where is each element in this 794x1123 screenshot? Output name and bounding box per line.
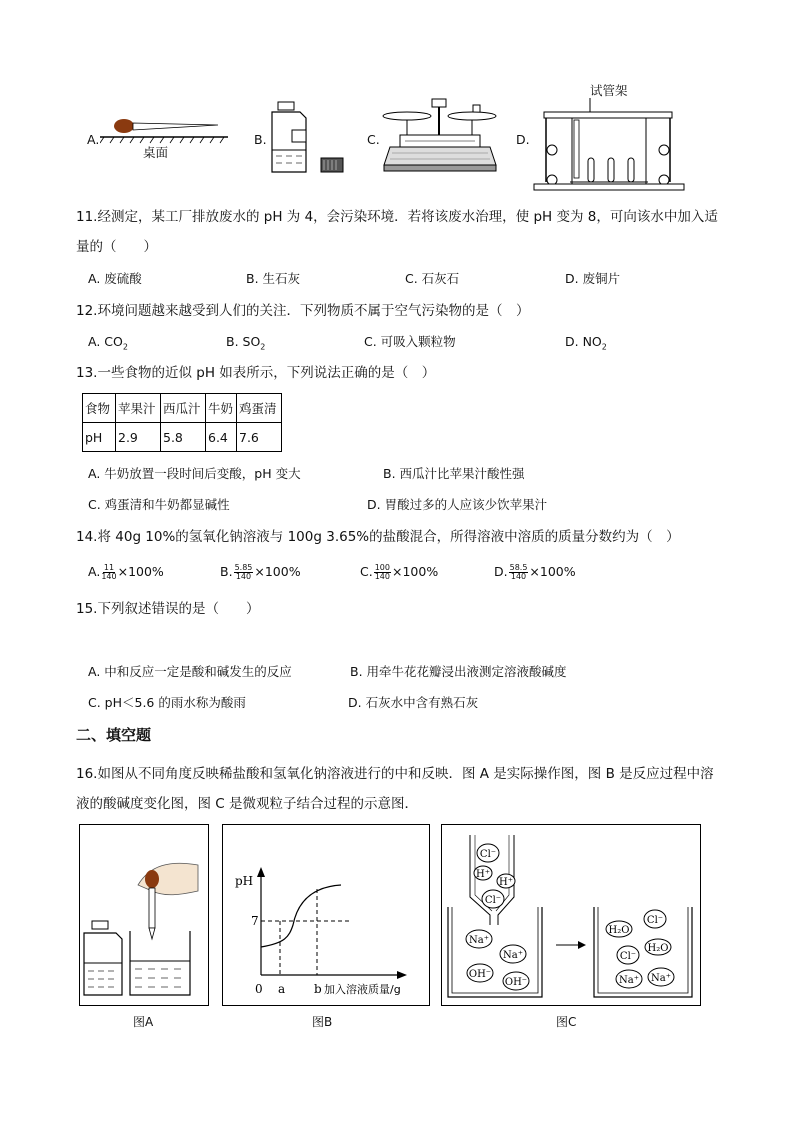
- ph-tick-7: 7: [251, 914, 259, 928]
- table-cell: 6.4: [206, 423, 237, 452]
- table-row: [83, 423, 282, 452]
- ph-table: [82, 393, 282, 452]
- particle-diagram: [442, 825, 700, 1005]
- q15-option-b: B. 用牵牛花花瓣浸出液测定溶液酸碱度: [350, 664, 567, 679]
- figure-b-box: [222, 824, 430, 1006]
- q15-option-d: D. 石灰水中含有熟石灰: [348, 695, 479, 710]
- q13-option-d: D. 胃酸过多的人应该少饮苹果汁: [367, 497, 548, 512]
- particle-label: OH⁻: [468, 969, 492, 980]
- x-tick-0: 0: [255, 982, 263, 996]
- q11-option-d: D. 废铜片: [565, 271, 621, 286]
- q12-option-a: A. $CO_2$: [88, 334, 128, 352]
- particle-label: H₂O: [647, 943, 669, 954]
- q14-option-b: B. $\frac{5.85}{140}$ ×100%: [220, 563, 301, 581]
- table-cell: 食物: [83, 394, 116, 423]
- q15-option-a: A. 中和反应一定是酸和碱发生的反应: [88, 664, 292, 679]
- table-cell: 西瓜汁: [161, 394, 206, 423]
- figure-a-box: [79, 824, 209, 1006]
- particle-label: Cl⁻: [479, 849, 497, 860]
- q15-option-c: C. pH＜5.6 的雨水称为酸雨: [88, 695, 246, 710]
- particle-label: Na⁺: [503, 950, 523, 961]
- q10-option-c-label: C.: [367, 132, 380, 147]
- particle-label: Cl⁻: [619, 951, 637, 962]
- section-title-fill-in: 二、填空题: [76, 726, 152, 744]
- particle-label: H₂O: [608, 925, 630, 936]
- q12-option-d: D. $NO_2$: [565, 334, 607, 352]
- q16-stem-line1: 16.如图从不同角度反映稀盐酸和氢氧化钠溶液进行的中和反映．图 A 是实际操作图，图 B 是反应过程中溶: [76, 766, 714, 782]
- q11-stem-line1: 11.经测定，某工厂排放废水的 pH 为 4，会污染环境．若将该废水治理，使 pH 变为 8，可向该水中加入适: [76, 209, 718, 225]
- table-cell: 鸡蛋清: [237, 394, 282, 423]
- q13-option-b: B. 西瓜汁比苹果汁酸性强: [383, 466, 525, 481]
- q14-stem: 14.将 40g 10%的氢氧化钠溶液与 100g 3.65%的盐酸混合，所得溶液中溶质的质量分数约为（ ）: [76, 529, 680, 545]
- test-tube-rack-figure: [530, 98, 690, 194]
- q13-option-a: A. 牛奶放置一段时间后变酸，pH 变大: [88, 466, 301, 481]
- x-axis-label: 加入溶液质量/g: [324, 983, 401, 996]
- particle-label: Na⁺: [651, 973, 671, 984]
- ph-curve-figure: [223, 825, 429, 1005]
- q14-option-d: D. $\frac{58.5}{140}$ ×100%: [494, 563, 576, 581]
- ph-axis-label: pH: [235, 874, 254, 888]
- q11-stem-line2: 量的（ ）: [76, 239, 157, 255]
- particle-label: Cl⁻: [646, 915, 664, 926]
- q10-option-a-label: A.: [87, 132, 100, 147]
- q10-option-d-label: D.: [516, 132, 530, 147]
- q14-option-a: A. $\frac{11}{140}$ ×100%: [88, 563, 164, 581]
- figure-b-caption: 图B: [312, 1015, 333, 1029]
- particle-label: H⁺: [476, 869, 490, 880]
- table-cell: 7.6: [237, 423, 282, 452]
- q11-option-a: A. 废硫酸: [88, 271, 142, 286]
- figure-c-box: [441, 824, 701, 1006]
- table-cell: 2.9: [116, 423, 161, 452]
- q11-option-c: C. 石灰石: [405, 271, 460, 286]
- q12-option-c: C. 可吸入颗粒物: [364, 334, 456, 349]
- particle-label: Na⁺: [619, 975, 639, 986]
- q13-stem: 13.一些食物的近似 pH 如表所示，下列说法正确的是（ ）: [76, 365, 436, 381]
- particle-label: H⁺: [499, 877, 513, 888]
- figure-a-caption: 图A: [133, 1015, 154, 1029]
- q16-stem-line2: 液的酸碱度变化图，图 C 是微观粒子结合过程的示意图．: [76, 796, 419, 812]
- particle-label: OH⁻: [504, 977, 528, 988]
- table-cell: 牛奶: [206, 394, 237, 423]
- reagent-bottle-figure: [266, 100, 346, 175]
- x-tick-a: a: [278, 982, 286, 996]
- q15-stem: 15.下列叙述错误的是（ ）: [76, 601, 260, 617]
- titration-figure: [80, 825, 208, 1005]
- x-tick-b: b: [314, 982, 322, 996]
- particle-label: Na⁺: [469, 935, 489, 946]
- q11-option-b: B. 生石灰: [246, 271, 301, 286]
- q14-option-c: C. $\frac{100}{140}$ ×100%: [360, 563, 439, 581]
- q10-rack-caption: 试管架: [590, 83, 628, 98]
- table-cell: 苹果汁: [116, 394, 161, 423]
- q12-option-b: B. $SO_2$: [226, 334, 266, 352]
- balance-scale-figure: [380, 97, 498, 175]
- q10-table-caption: 桌面: [143, 145, 169, 160]
- particle-label: Cl⁻: [484, 895, 502, 906]
- figure-c-caption: 图C: [556, 1015, 577, 1029]
- q10-option-b-label: B.: [254, 132, 267, 147]
- q13-option-c: C. 鸡蛋清和牛奶都显碱性: [88, 497, 230, 512]
- table-row: [83, 394, 282, 423]
- table-cell: pH: [83, 423, 116, 452]
- table-cell: 5.8: [161, 423, 206, 452]
- q12-stem: 12.环境问题越来越受到人们的关注．下列物质不属于空气污染物的是（ ）: [76, 303, 530, 319]
